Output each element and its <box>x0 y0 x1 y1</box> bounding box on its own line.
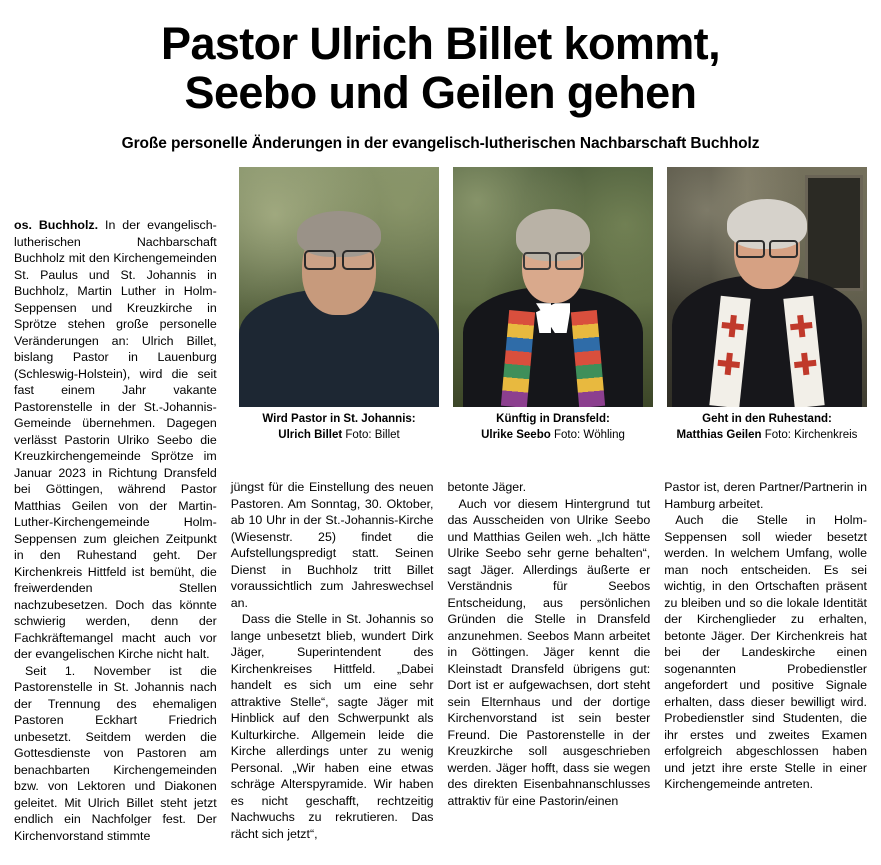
caption-main: Künftig in Dransfeld: <box>496 413 610 426</box>
caption-name: Ulrike Seebo <box>481 428 551 441</box>
article-column-4 <box>664 217 867 844</box>
paragraph: Seit 1. November ist die Pastorenstelle in St. Johannis nach der Trennung des ehemaligen Pastoren Eckhart Friedrich unbesetzt. Seitdem werden die Gottesdienste von Pastoren am benachbarten Kirchengemeinden bzw. von Lektoren und Diakonen geleitet. Mit Ulrich Billet steht jetzt endlich ein Nachfolger fest. Der Kirchenvorstand stimmte <box>14 663 217 843</box>
headline-line-2: Seebo und Geilen gehen <box>184 66 697 118</box>
column-spacer <box>231 217 434 479</box>
paragraph: Auch vor diesem Hintergrund tut das Ausscheiden von Ulrike Seebo und Matthias Geilen weh. „Ich hätte Ulrike Seebo sehr gerne behalten“, sagt Jäger. Allerdings äußerte er Verständnis für Seebos Entscheidung, aus persönlichen Gründen die Stelle in Dransfeld anzunehmen. Seebos Mann arbeitet in Göttingen. Jäger kennt die Kleinstadt Dransfeld übrigens gut: Dort ist er aufgewachsen, dort steht sein Elternhaus und der dortige Kirchenvorstand ist sein bester Freund. Die Pastorenstelle in der Kreuzkirche soll ausgeschrieben werden. Jäger hofft, dass sie wegen des direkten Eisenbahnanschlusses attraktiv für eine Pastorin/einen <box>447 496 651 808</box>
article-lead: os. Buchholz. <box>14 218 99 232</box>
caption-name: Ulrich Billet <box>278 428 343 441</box>
paragraph: Pastor ist, deren Partner/Partnerin in Hamburg arbeitet. <box>664 480 867 511</box>
article-column-3 <box>448 217 651 844</box>
paragraph: betonte Jäger. <box>447 480 527 494</box>
caption-main: Geht in den Ruhestand: <box>702 413 832 426</box>
paragraph: os. Buchholz. In der evangelisch-lutherischen Nachbarschaft Buchholz mit den Kirchengemeinden St. Paulus und St. Johannis in Buchholz, Martin Luther in Holm-Seppensen und Kreuzkirche in Sprötze stehen große personelle Veränderungen an: Ulrich Billet, bislang Pastor in Lauenburg (Schleswig-Holstein), wird die seit fast einem Jahr vakante Pastorenstelle in der St.-Johannis-Gemeinde übernehmen. Dagegen verlässt Pastorin Ulriko Seebo die Kreuzkirchengemeinde Sprötze im Januar 2023 in Richtung Dransfeld bei Göttingen, während Pastor Matthias Geilen von der Martin-Luther-Kirchengemeinde Holm-Seppensen zum gleichen Zeitpunkt in den Ruhestand geht. Der Kirchenkreis Hittfeld ist bemüht, die freiwerdenden Stellen nachzubesetzen. Doch das könnte schwierig werden, denn der Fachkräftemangel macht auch vor der evangelischen Kirche nicht halt. <box>14 218 217 661</box>
column-spacer <box>448 217 651 479</box>
article-column-1 <box>14 217 217 844</box>
paragraph: Auch die Stelle in Holm-Seppensen soll wieder besetzt werden. In welchem Umfang, wolle man noch entscheiden. Es sei wichtig, in den Ortschaften präsent zu bleiben und so die lokale Identität der Kirchenglieder zu erhalten, betonte Jäger. Der Kirchenkreis hat bei der Landeskirche einen sogenannten Probedienstler angefordert und positive Signale erhalten, dass dieser bewilligt wird. Probedienstler sind Studenten, die ihr erstes und zweites Examen erfolgreich abgeschlossen haben und jetzt ihre erste Stelle in einer Kirchengemeinde antreten. <box>664 513 867 791</box>
photo-credit: Foto: Billet <box>345 428 400 441</box>
article-column-2 <box>231 217 434 844</box>
caption-name: Matthias Geilen <box>676 428 762 441</box>
column-spacer <box>664 217 867 479</box>
caption-main: Wird Pastor in St. Johannis: <box>262 413 416 426</box>
headline-line-1: Pastor Ulrich Billet kommt, <box>161 18 720 69</box>
page-title <box>14 20 867 117</box>
photo-credit: Foto: Wöhling <box>553 428 625 441</box>
photo-credit: Foto: Kirchenkreis <box>764 428 858 441</box>
paragraph: jüngst für die Einstellung des neuen Pastoren. Am Sonntag, 30. Oktober, ab 10 Uhr in der St.-Johannis-Kirche (Wiesenstr. 25) findet die Aufstellungspredigt statt. Seinen Dienst in Buchholz tritt Billet voraussichtlich zum Jahreswechsel an. <box>230 480 434 610</box>
article-body <box>14 217 867 844</box>
paragraph: Dass die Stelle in St. Johannis so lange unbesetzt blieb, wundert Dirk Jäger, Superintendent des Kirchenkreises Hittfeld. „Dabei handelt es sich um eine sehr attraktive Stelle“, sagte Jäger mit Hinblick auf den Schwerpunkt als Kulturkirche. Allgemein leide die Kirche allerdings unter zu wenig Personal. „Wir haben eine etwas schräge Alterspyramide. Wir haben es nicht geschafft, rechtzeitig Nachwuchs zu rekrutieren. Das rächt sich jetzt“, <box>230 612 434 841</box>
subheadline: Große personelle Änderungen in der evangelisch-lutherischen Nachbarschaft Buchholz <box>121 135 760 153</box>
